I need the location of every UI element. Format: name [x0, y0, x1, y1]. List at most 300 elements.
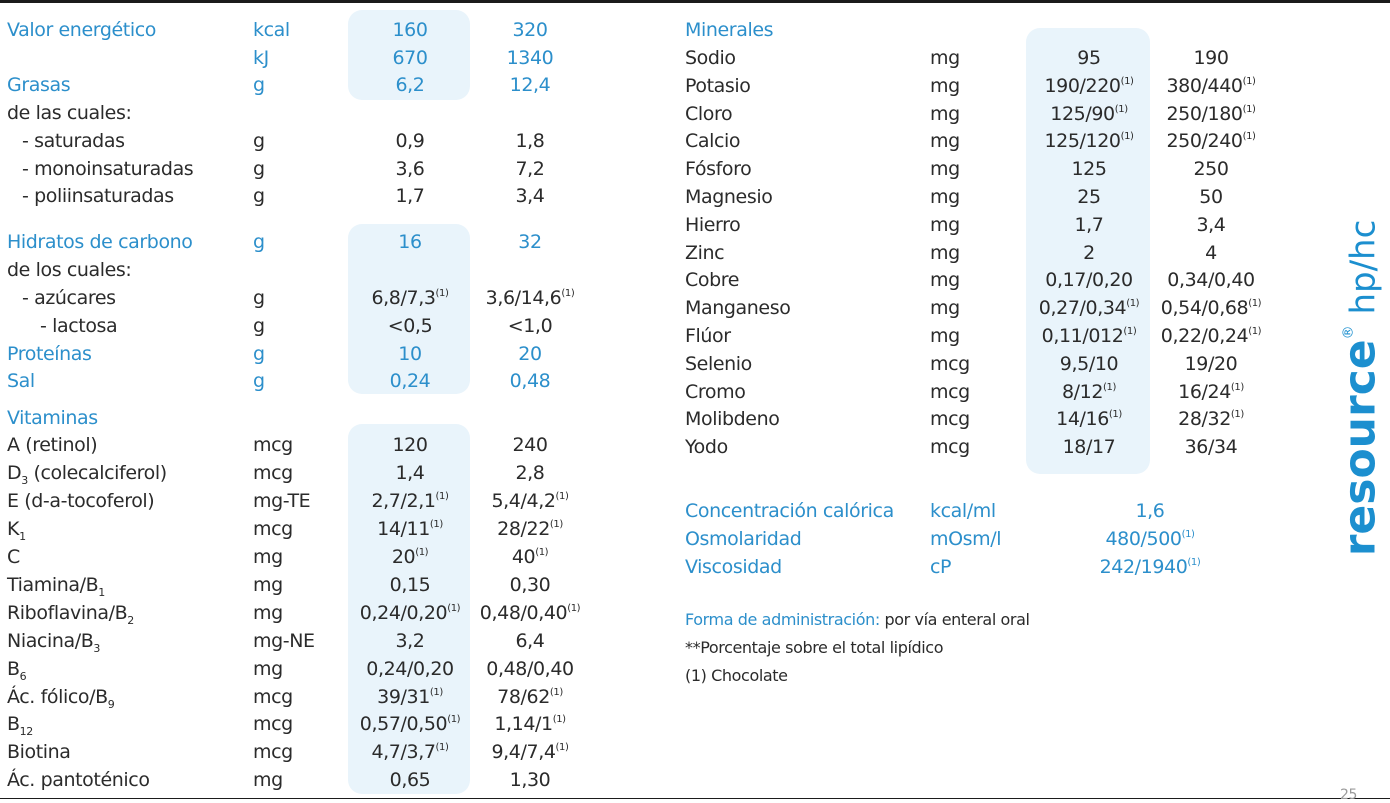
footnote-mark: (1) [1242, 103, 1256, 115]
row-value [350, 228, 470, 256]
row-unit [253, 599, 283, 627]
cell-text: g [253, 287, 265, 309]
cell-text: mcg [253, 713, 293, 735]
cell-text: g [253, 370, 265, 392]
row-value [470, 228, 590, 256]
cell-text: Manganeso [685, 297, 791, 320]
cell-text: 250 [1193, 158, 1229, 181]
cell-text: Cromo [685, 380, 746, 403]
cell-text: 320 [512, 19, 548, 41]
cell-text: 32 [518, 231, 542, 253]
cell-text: 0,48/0,40 [479, 602, 568, 624]
cell-text: 0,30 [509, 574, 551, 596]
cell-text: - monoinsaturadas [22, 158, 194, 180]
cell-text: 1340 [506, 47, 554, 69]
row-value [470, 710, 590, 738]
cell-text: mg-TE [253, 490, 311, 512]
row-value [470, 182, 590, 210]
row-value [470, 44, 590, 72]
cell-text: 14/16 [1056, 408, 1109, 431]
cell-text: 20 [518, 343, 542, 365]
row-label [7, 599, 134, 627]
row-unit [930, 100, 960, 128]
cell-text: 40 [511, 546, 536, 568]
cell-text: 39/31 [377, 686, 430, 708]
cell-text: 9,5/10 [1059, 352, 1119, 375]
row-label [7, 487, 154, 515]
label-rest: (colecalciferol) [27, 462, 167, 484]
row-unit [930, 294, 960, 322]
row-value [685, 322, 731, 350]
row-label [7, 766, 150, 794]
cell-text: g [253, 130, 265, 152]
cell-text: 12,4 [509, 74, 551, 96]
cell-text: 0,48/0,40 [486, 658, 574, 680]
row-unit [253, 228, 265, 256]
row-value [1028, 183, 1150, 211]
cell-text: Hidratos de carbono [7, 231, 193, 253]
row-value [1150, 100, 1272, 128]
footnote-mark: (1) [1187, 557, 1201, 568]
cell-text: mcg [930, 380, 970, 403]
cell-text: cP [930, 556, 952, 578]
row-value [470, 16, 590, 44]
cell-text: 10 [398, 343, 422, 365]
row-value [1080, 525, 1220, 553]
cell-text: A (retinol) [7, 434, 98, 456]
row-value [685, 211, 740, 239]
cell-text: Ác. pantoténico [7, 769, 150, 791]
cell-text: Magnesio [685, 186, 773, 208]
row-value [685, 266, 739, 294]
cell-text: 125/90 [1050, 102, 1115, 125]
row-label [7, 340, 92, 368]
cell-text: <1,0 [507, 315, 553, 337]
cell-text: 50 [1199, 186, 1223, 208]
row-value [685, 239, 724, 267]
cell-text: mg [930, 269, 960, 292]
row-value [470, 543, 590, 571]
row-unit [253, 487, 310, 515]
cell-text: K [7, 518, 20, 540]
row-value [350, 182, 470, 210]
footnote-mark: (1) [447, 714, 461, 725]
row-value [470, 515, 590, 543]
row-value [1028, 266, 1150, 294]
row-value [350, 71, 470, 99]
cell-text: 240 [512, 434, 548, 456]
row-value [685, 378, 745, 406]
subscript: 6 [19, 670, 27, 683]
cell-text: 0,34/0,40 [1167, 269, 1255, 292]
footnote-mark: (1) [1120, 75, 1134, 87]
cell-text: mg [930, 47, 960, 69]
cell-text: 20 [391, 546, 416, 568]
row-value [1028, 433, 1150, 461]
row-label [7, 71, 70, 99]
footnote-mark: (1) [1123, 326, 1137, 337]
row-value [1150, 127, 1272, 155]
footnote-mark: (1) [435, 288, 449, 299]
row-unit [253, 182, 265, 210]
row-value [470, 431, 590, 459]
footnote-mark: (1) [1230, 381, 1244, 393]
cell-text: 125 [1071, 158, 1107, 181]
footnote-mark: (1) [435, 742, 449, 753]
page-number: 25 [1340, 787, 1358, 803]
cell-text: 380/440 [1166, 74, 1243, 97]
row-value [1028, 100, 1150, 128]
row-label [7, 16, 156, 44]
row-unit [253, 312, 265, 340]
row-unit [253, 515, 293, 543]
row-value [685, 183, 772, 211]
row-value [1150, 155, 1272, 183]
cell-text: mg [930, 158, 960, 181]
cell-text: 4,7/3,7 [371, 741, 436, 763]
row-value [1028, 322, 1150, 350]
cell-text: mcg [253, 518, 293, 540]
row-label [7, 571, 105, 599]
row-value [1150, 44, 1272, 72]
row-unit [253, 738, 293, 766]
cell-text: 0,24 [389, 370, 431, 392]
cell-text: kcal [253, 19, 290, 41]
row-value [470, 599, 590, 627]
row-value [470, 367, 590, 395]
row-label [7, 404, 98, 432]
row-value [1028, 350, 1150, 378]
cell-text: 7,2 [515, 158, 545, 180]
row-value [350, 599, 470, 627]
row-value [350, 431, 470, 459]
row-label [7, 710, 33, 738]
row-unit [253, 340, 265, 368]
cell-text: 1,7 [395, 185, 425, 207]
row-unit [930, 350, 970, 378]
administration-note [685, 608, 1030, 632]
chocolate-note: (1) Chocolate [685, 666, 788, 685]
cell-text: 1,4 [395, 462, 425, 484]
cell-text: mg [930, 213, 960, 236]
row-value [1028, 294, 1150, 322]
footnote-mark: (1) [447, 603, 461, 614]
cell-text: Niacina/B [7, 630, 94, 652]
row-unit [930, 433, 970, 461]
cell-text: 0,27/0,34 [1038, 297, 1127, 320]
row-value [470, 571, 590, 599]
row-value [350, 766, 470, 794]
cell-text: 0,15 [389, 574, 431, 596]
cell-text: 3,6 [395, 158, 425, 180]
row-value [685, 155, 751, 183]
subscript: 12 [19, 725, 33, 738]
footnote-mark: (1) [535, 547, 549, 558]
row-value [1150, 405, 1272, 433]
cell-text: 1,7 [1074, 213, 1104, 236]
brand-suffix: hp/hc [1343, 219, 1384, 326]
row-unit [930, 322, 960, 350]
row-value [1028, 44, 1150, 72]
cell-text: Concentración calórica [685, 500, 894, 522]
cell-text: g [253, 158, 265, 180]
row-value [1028, 72, 1150, 100]
cell-text: de los cuales: [7, 259, 132, 281]
cell-text: mg [253, 658, 283, 680]
cell-text: mg [253, 546, 283, 568]
cell-text: 16/24 [1178, 380, 1231, 403]
cell-text: mOsm/l [930, 528, 1002, 550]
row-unit [253, 431, 293, 459]
cell-text: mg [930, 297, 960, 320]
row-value [350, 340, 470, 368]
cell-text: Selenio [685, 352, 752, 375]
footnote-mark: (1) [1120, 131, 1134, 143]
row-unit [930, 497, 996, 525]
cell-text: 36/34 [1184, 436, 1238, 459]
row-label [7, 459, 167, 487]
row-value [470, 71, 590, 99]
row-label [7, 738, 71, 766]
cell-text: 28/32 [1178, 408, 1231, 431]
row-value [1150, 183, 1272, 211]
cell-text: 480/500 [1105, 528, 1182, 550]
row-value [350, 543, 470, 571]
row-value [1150, 72, 1272, 100]
row-unit [253, 627, 315, 655]
row-value [1028, 127, 1150, 155]
row-label [22, 155, 193, 183]
row-value [685, 294, 790, 322]
cell-text: 0,54/0,68 [1160, 297, 1249, 320]
row-value [685, 44, 736, 72]
row-unit [253, 71, 265, 99]
row-value [1028, 155, 1150, 183]
cell-text: Potasio [685, 74, 751, 97]
cell-text: 6,4 [515, 630, 545, 652]
cell-text: 8/12 [1061, 380, 1104, 403]
row-unit [930, 525, 1001, 553]
cell-text: Grasas [7, 74, 71, 96]
row-value [470, 127, 590, 155]
row-label [7, 683, 114, 711]
cell-text: g [253, 185, 265, 207]
cell-text: mg [930, 130, 960, 153]
row-unit [253, 766, 283, 794]
cell-text: 19/20 [1184, 352, 1238, 375]
row-unit [253, 655, 283, 683]
cell-text: mcg [930, 352, 970, 375]
row-value [350, 710, 470, 738]
row-value [1028, 211, 1150, 239]
top-border [0, 0, 1390, 3]
cell-text: Riboflavina/B [7, 602, 128, 624]
row-label [7, 367, 35, 395]
cell-text: 0,22/0,24 [1160, 325, 1249, 347]
row-label [22, 284, 116, 312]
cell-text: - azúcares [22, 287, 116, 309]
row-value [470, 738, 590, 766]
footnote-mark: (1) [552, 714, 566, 725]
cell-text: 18/17 [1062, 436, 1116, 459]
cell-text: mg [253, 769, 283, 791]
cell-text: 190/220 [1044, 74, 1121, 97]
cell-text: - saturadas [22, 130, 125, 152]
row-value [1080, 497, 1220, 525]
cell-text: 1,6 [1135, 500, 1165, 522]
cell-text: Cloro [685, 102, 733, 125]
row-unit [930, 553, 951, 581]
cell-text: Molibdeno [685, 408, 780, 431]
row-value [1028, 405, 1150, 433]
row-value [1080, 553, 1220, 581]
cell-text: mg [253, 574, 283, 596]
cell-text: 250/240 [1166, 130, 1243, 153]
cell-text: Ác. fólico/B [7, 686, 108, 708]
cell-text: g [253, 315, 265, 337]
cell-text: Zinc [685, 241, 725, 264]
row-label [7, 543, 20, 571]
row-value [350, 367, 470, 395]
subscript: 2 [127, 614, 134, 627]
footnote-mark: (1) [1103, 381, 1117, 393]
footnote-mark: (1) [1248, 326, 1262, 337]
cell-text: mcg [253, 434, 293, 456]
row-value [685, 100, 732, 128]
cell-text: 190 [1193, 47, 1229, 69]
cell-text: 78/62 [497, 686, 550, 708]
cell-text: 14/11 [377, 518, 430, 540]
cell-text: 25 [1077, 186, 1101, 208]
cell-text: kJ [253, 47, 269, 69]
footnote-mark: (1) [429, 519, 443, 530]
footnote-mark: (1) [1242, 131, 1256, 143]
cell-text: 3,4 [1196, 213, 1226, 236]
cell-text: mcg [930, 436, 970, 459]
row-value [1028, 239, 1150, 267]
row-unit [253, 16, 290, 44]
cell-text: Valor energético [7, 19, 156, 41]
row-value [470, 284, 590, 312]
row-value [1150, 266, 1272, 294]
row-value [350, 459, 470, 487]
row-unit [253, 367, 265, 395]
row-value [1150, 211, 1272, 239]
cell-text: Vitaminas [7, 407, 98, 429]
row-value [685, 72, 751, 100]
cell-text: g [253, 231, 265, 253]
row-unit [930, 266, 960, 294]
cell-text: Hierro [685, 213, 741, 236]
cell-text: mg-NE [253, 630, 315, 652]
row-label [7, 99, 131, 127]
cell-text: 5,4/4,2 [491, 490, 556, 512]
cell-text: B [7, 713, 20, 735]
row-unit [930, 155, 960, 183]
row-label [7, 228, 193, 256]
footnote-mark: (1) [1181, 529, 1195, 540]
row-label [7, 655, 26, 683]
footnote-mark: (1) [415, 547, 429, 558]
footnote-mark: (1) [549, 519, 563, 530]
subscript: 3 [21, 474, 28, 487]
administration-value: por vía enteral oral [879, 610, 1030, 629]
footnote-mark: (1) [555, 742, 569, 753]
row-value [470, 627, 590, 655]
footnote-mark: (1) [1126, 298, 1140, 310]
cell-text: B [7, 658, 20, 680]
row-value [685, 433, 728, 461]
cell-text: mcg [253, 686, 293, 708]
cell-text: Cobre [685, 269, 740, 292]
cell-text: 6,2 [395, 74, 425, 96]
footnote-mark: (1) [549, 687, 563, 698]
administration-label: Forma de administración: [685, 610, 880, 629]
row-value [685, 553, 782, 581]
row-value [350, 655, 470, 683]
row-value [350, 155, 470, 183]
brand-name: resource [1334, 339, 1386, 557]
subscript: 9 [107, 698, 115, 711]
footnote-mark: (1) [435, 491, 449, 502]
row-value [1150, 294, 1272, 322]
cell-text: Sal [7, 370, 35, 392]
cell-text: 1,14/1 [494, 713, 553, 735]
row-unit [253, 284, 265, 312]
cell-text: 6,8/7,3 [371, 287, 436, 309]
row-value [350, 515, 470, 543]
row-unit [253, 543, 283, 571]
cell-text: 3,4 [515, 185, 545, 207]
cell-text: 250/180 [1166, 102, 1243, 125]
row-value [350, 44, 470, 72]
footnote-mark: (1) [555, 491, 569, 502]
cell-text: 28/22 [497, 518, 550, 540]
cell-text: 1,8 [515, 130, 545, 152]
row-label [7, 431, 97, 459]
row-label [22, 127, 125, 155]
brand-reg: ® [1340, 325, 1357, 340]
cell-text: 2 [1083, 241, 1095, 264]
cell-text: - poliinsaturadas [22, 185, 174, 207]
cell-text: Proteínas [7, 343, 92, 365]
row-value [470, 487, 590, 515]
footnote-mark: (1) [561, 288, 575, 299]
cell-text: 0,57/0,50 [359, 713, 448, 735]
cell-text: kcal/ml [930, 500, 996, 522]
row-unit [930, 127, 960, 155]
cell-text: 0,24/0,20 [359, 602, 448, 624]
row-value [350, 284, 470, 312]
row-unit [930, 378, 970, 406]
cell-text: Flúor [685, 325, 731, 347]
row-value [350, 127, 470, 155]
cell-text: g [253, 74, 265, 96]
row-value [685, 127, 740, 155]
footnote-mark: (1) [1242, 75, 1256, 87]
cell-text: mg [930, 241, 960, 264]
row-value [350, 627, 470, 655]
row-value [1150, 322, 1272, 350]
cell-text: 0,48 [509, 370, 551, 392]
footnote-mark: (1) [567, 603, 581, 614]
footnote-mark: (1) [1230, 409, 1244, 421]
cell-text: Tiamina/B [7, 574, 99, 596]
row-value [685, 497, 894, 525]
cell-text: 9,4/7,4 [491, 741, 556, 763]
cell-text: 0,24/0,20 [366, 658, 454, 680]
row-value [685, 350, 752, 378]
